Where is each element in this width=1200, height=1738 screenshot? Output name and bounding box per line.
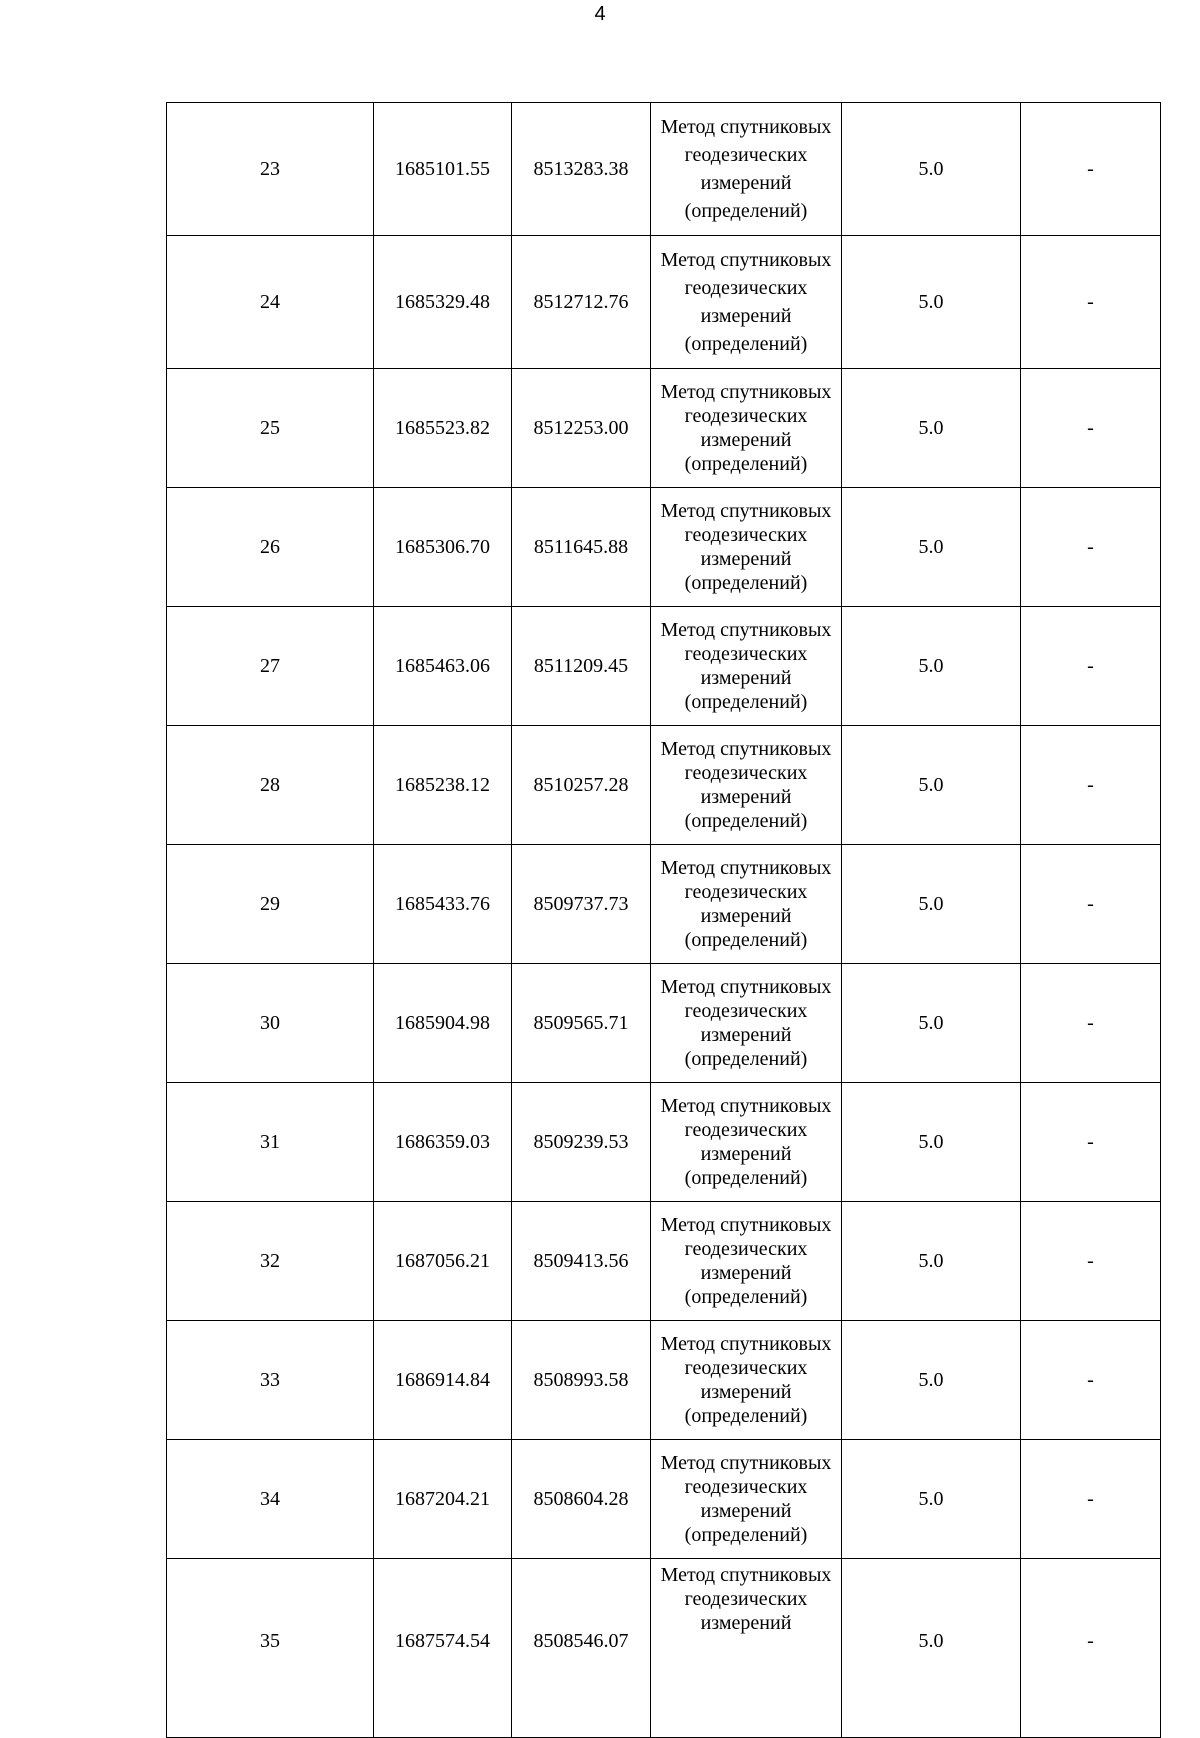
y-coordinate-cell: 8513283.38 (512, 103, 651, 236)
note-cell: - (1021, 1202, 1161, 1321)
x-coordinate-cell: 1687056.21 (374, 1202, 512, 1321)
method-cell: Метод спутниковых геодезических измерений (определений) (651, 1202, 842, 1321)
method-cell: Метод спутниковых геодезических измерений (определений) (651, 369, 842, 488)
y-coordinate-cell: 8509737.73 (512, 845, 651, 964)
x-coordinate-cell: 1685433.76 (374, 845, 512, 964)
method-cell: Метод спутниковых геодезических измерений (определений) (651, 236, 842, 369)
note-cell: - (1021, 369, 1161, 488)
coordinates-table (166, 102, 1161, 1738)
point-number-cell: 23 (167, 103, 374, 236)
precision-cell: 5.0 (842, 1440, 1021, 1559)
note-cell: - (1021, 103, 1161, 236)
x-coordinate-cell: 1685306.70 (374, 488, 512, 607)
note-cell: - (1021, 964, 1161, 1083)
note-cell: - (1021, 1083, 1161, 1202)
y-coordinate-cell: 8508604.28 (512, 1440, 651, 1559)
point-number-cell: 25 (167, 369, 374, 488)
table-row (167, 488, 1161, 607)
table-row (167, 845, 1161, 964)
point-number-cell: 34 (167, 1440, 374, 1559)
y-coordinate-cell: 8509413.56 (512, 1202, 651, 1321)
method-cell: Метод спутниковых геодезических измерений (определений) (651, 1083, 842, 1202)
precision-cell: 5.0 (842, 488, 1021, 607)
note-cell: - (1021, 1440, 1161, 1559)
y-coordinate-cell: 8509565.71 (512, 964, 651, 1083)
table-row (167, 1202, 1161, 1321)
precision-cell: 5.0 (842, 369, 1021, 488)
table-row (167, 1440, 1161, 1559)
precision-cell: 5.0 (842, 1559, 1021, 1738)
method-cell: Метод спутниковых геодезических измерений (определений) (651, 103, 842, 236)
y-coordinate-cell: 8512712.76 (512, 236, 651, 369)
table-row (167, 369, 1161, 488)
precision-cell: 5.0 (842, 1202, 1021, 1321)
table-row (167, 103, 1161, 236)
note-cell: - (1021, 607, 1161, 726)
x-coordinate-cell: 1685238.12 (374, 726, 512, 845)
method-cell: Метод спутниковых геодезических измерений (определений) (651, 1440, 842, 1559)
table-row (167, 1321, 1161, 1440)
note-cell: - (1021, 845, 1161, 964)
method-cell: Метод спутниковых геодезических измерений (651, 1559, 842, 1738)
x-coordinate-cell: 1686914.84 (374, 1321, 512, 1440)
precision-cell: 5.0 (842, 1083, 1021, 1202)
method-cell: Метод спутниковых геодезических измерений (определений) (651, 1321, 842, 1440)
table-row (167, 236, 1161, 369)
x-coordinate-cell: 1687204.21 (374, 1440, 512, 1559)
y-coordinate-cell: 8508546.07 (512, 1559, 651, 1738)
precision-cell: 5.0 (842, 103, 1021, 236)
x-coordinate-cell: 1685523.82 (374, 369, 512, 488)
page-number: 4 (594, 3, 606, 25)
y-coordinate-cell: 8510257.28 (512, 726, 651, 845)
y-coordinate-cell: 8509239.53 (512, 1083, 651, 1202)
note-cell: - (1021, 726, 1161, 845)
point-number-cell: 33 (167, 1321, 374, 1440)
precision-cell: 5.0 (842, 845, 1021, 964)
precision-cell: 5.0 (842, 964, 1021, 1083)
precision-cell: 5.0 (842, 1321, 1021, 1440)
method-cell: Метод спутниковых геодезических измерений (определений) (651, 726, 842, 845)
point-number-cell: 31 (167, 1083, 374, 1202)
precision-cell: 5.0 (842, 607, 1021, 726)
x-coordinate-cell: 1685463.06 (374, 607, 512, 726)
precision-cell: 5.0 (842, 236, 1021, 369)
point-number-cell: 26 (167, 488, 374, 607)
method-cell: Метод спутниковых геодезических измерений (определений) (651, 488, 842, 607)
note-cell: - (1021, 236, 1161, 369)
method-cell: Метод спутниковых геодезических измерений (определений) (651, 845, 842, 964)
point-number-cell: 28 (167, 726, 374, 845)
x-coordinate-cell: 1686359.03 (374, 1083, 512, 1202)
point-number-cell: 29 (167, 845, 374, 964)
table-row (167, 1083, 1161, 1202)
table-row (167, 964, 1161, 1083)
y-coordinate-cell: 8508993.58 (512, 1321, 651, 1440)
table-row (167, 607, 1161, 726)
method-cell: Метод спутниковых геодезических измерений (определений) (651, 607, 842, 726)
note-cell: - (1021, 1559, 1161, 1738)
y-coordinate-cell: 8511645.88 (512, 488, 651, 607)
point-number-cell: 24 (167, 236, 374, 369)
y-coordinate-cell: 8511209.45 (512, 607, 651, 726)
point-number-cell: 35 (167, 1559, 374, 1738)
method-cell: Метод спутниковых геодезических измерений (определений) (651, 964, 842, 1083)
table-row (167, 726, 1161, 845)
x-coordinate-cell: 1685904.98 (374, 964, 512, 1083)
note-cell: - (1021, 1321, 1161, 1440)
table-row (167, 1559, 1161, 1738)
point-number-cell: 32 (167, 1202, 374, 1321)
note-cell: - (1021, 488, 1161, 607)
x-coordinate-cell: 1687574.54 (374, 1559, 512, 1738)
x-coordinate-cell: 1685101.55 (374, 103, 512, 236)
y-coordinate-cell: 8512253.00 (512, 369, 651, 488)
x-coordinate-cell: 1685329.48 (374, 236, 512, 369)
point-number-cell: 27 (167, 607, 374, 726)
point-number-cell: 30 (167, 964, 374, 1083)
precision-cell: 5.0 (842, 726, 1021, 845)
